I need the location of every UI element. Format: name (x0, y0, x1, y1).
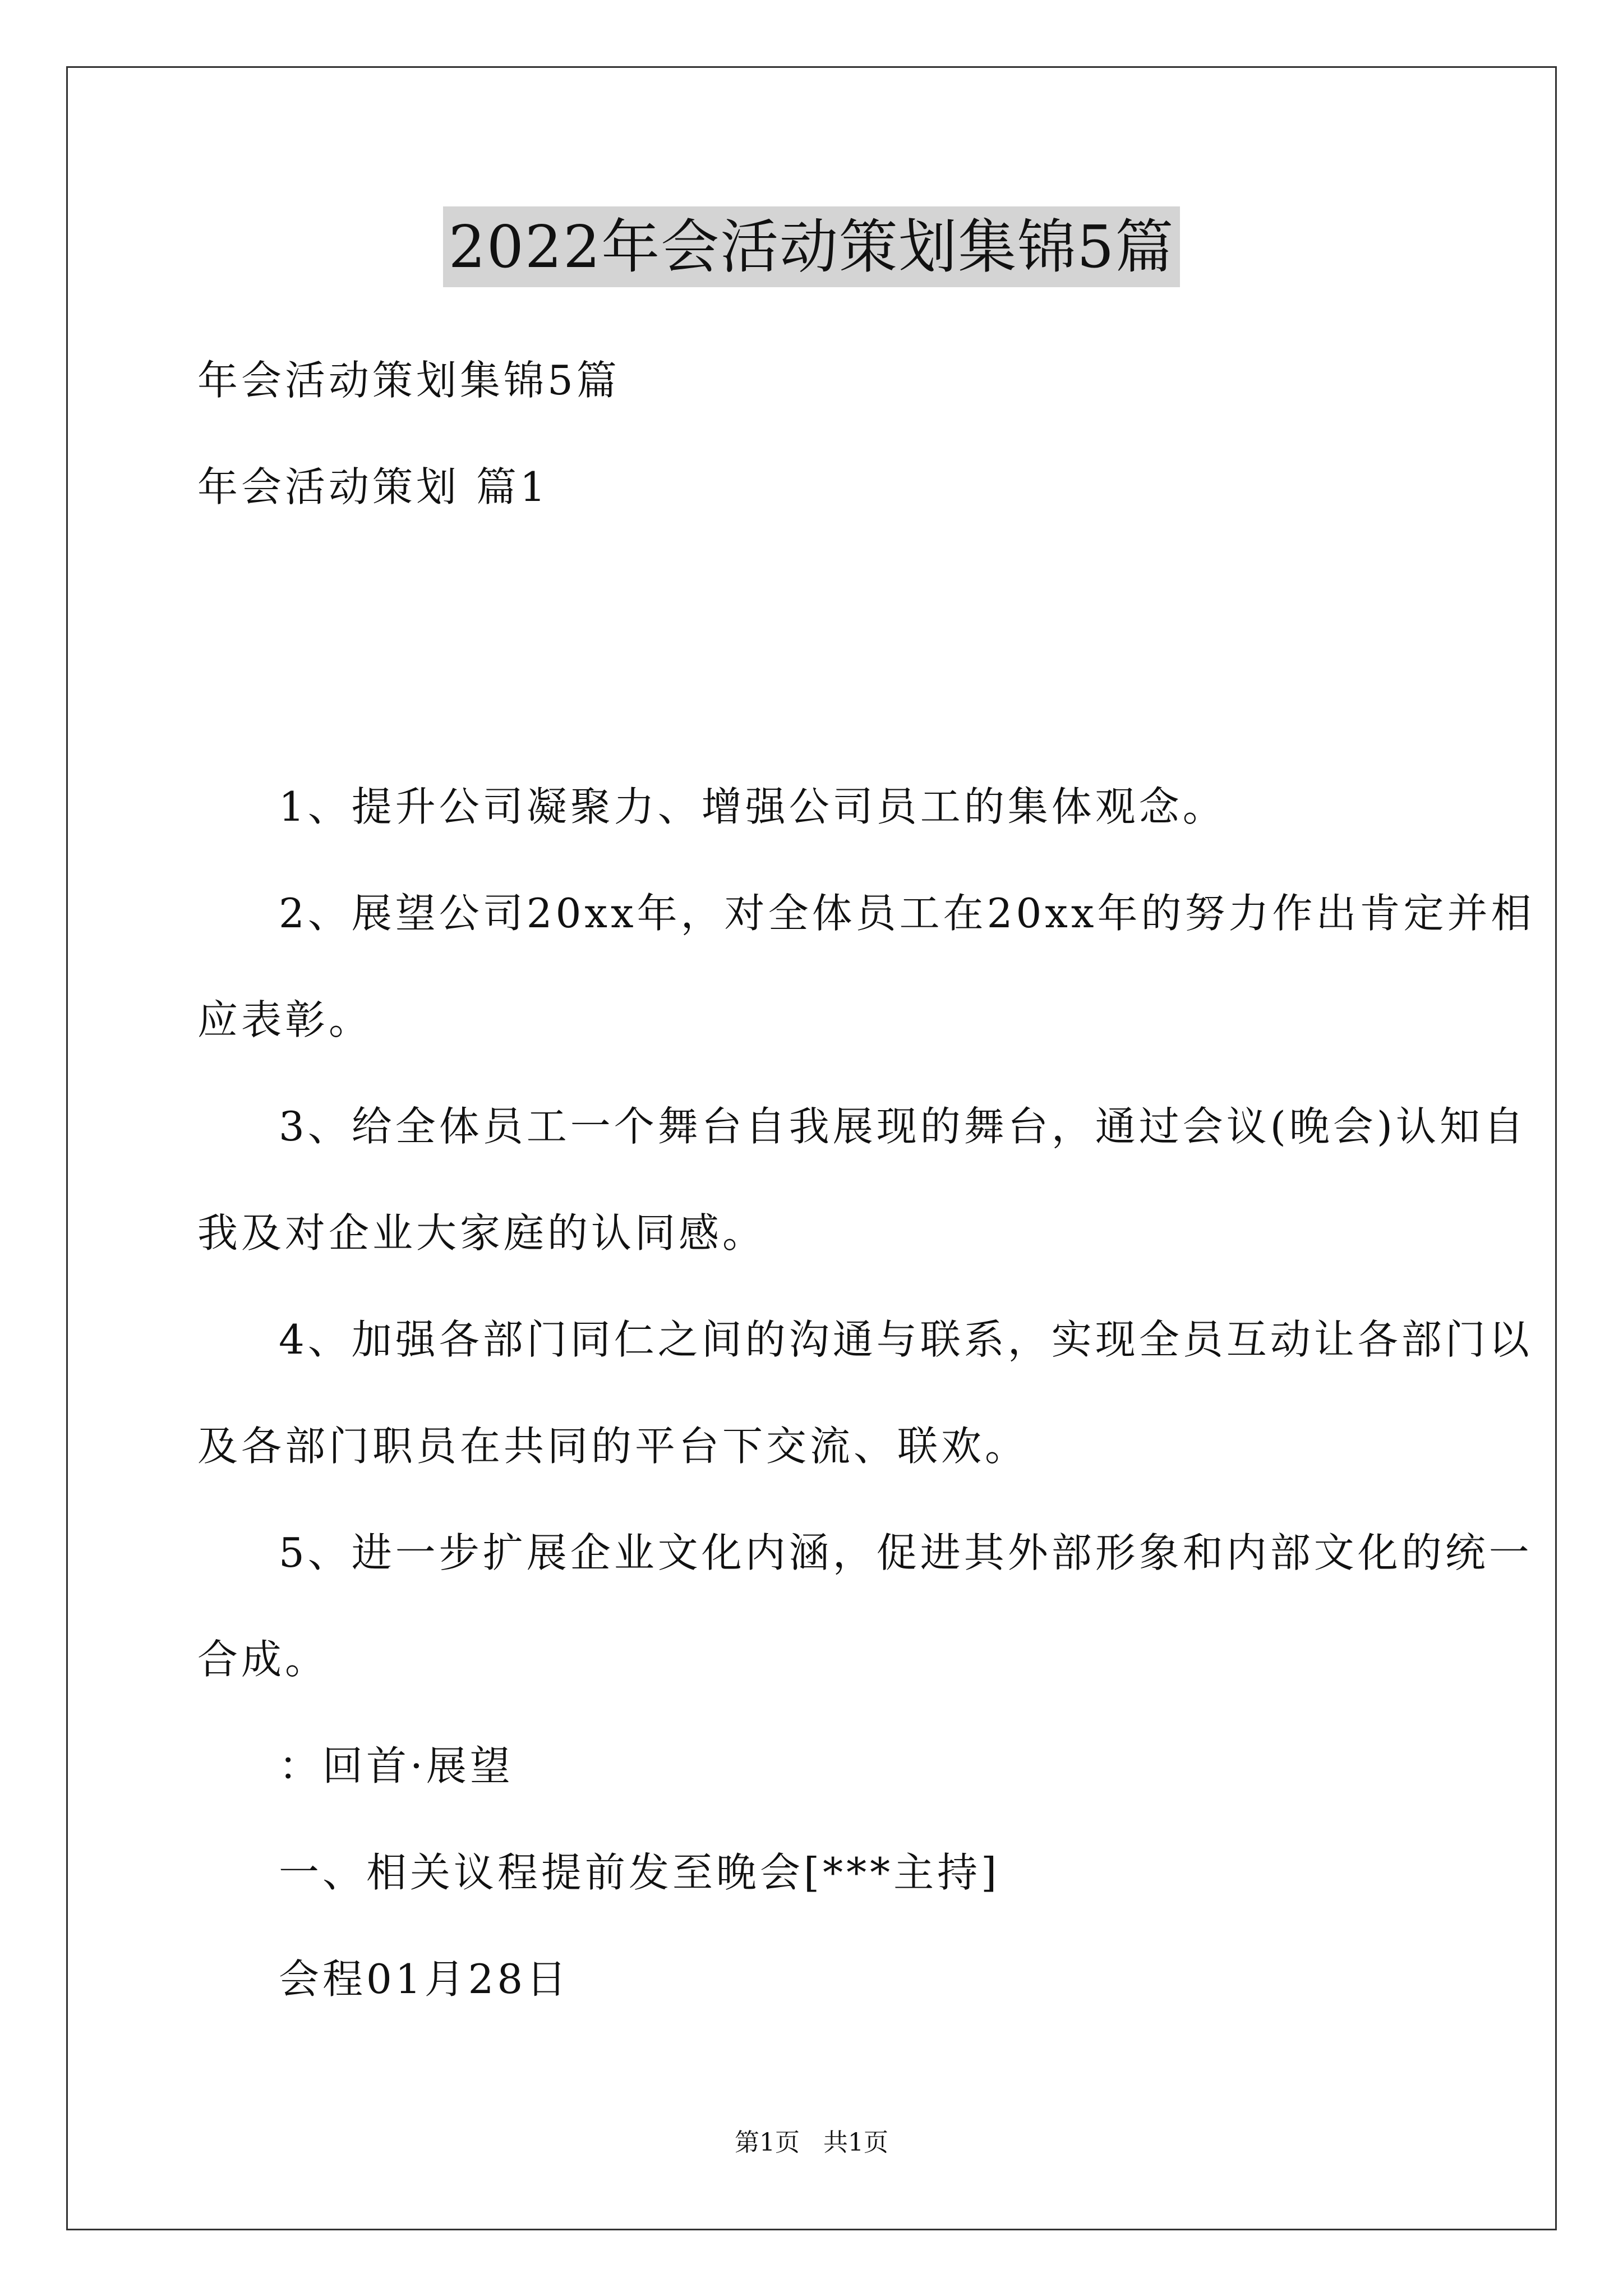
paragraph-line: 3、给全体员工一个舞台自我展现的舞台，通过会议(晚会)认知自 (279, 1103, 1527, 1150)
document-subtitle: 年会活动策划集锦5篇 (197, 357, 620, 404)
paragraph-line: 应表彰。 (197, 996, 373, 1043)
paragraph-line: 会程01月28日 (279, 1955, 570, 2003)
page-number-footer: 第1页 共1页 (735, 2128, 888, 2157)
section-heading: 年会活动策划 篇1 (197, 463, 549, 510)
title-container (0, 206, 1623, 287)
paragraph-line: 1、提升公司凝聚力、增强公司员工的集体观念。 (279, 783, 1227, 830)
paragraph-line: ：回首·展望 (279, 1742, 514, 1789)
paragraph-line: 及各部门职员在共同的平台下交流、联欢。 (197, 1423, 1029, 1470)
paragraph-line: 4、加强各部门同仁之间的沟通与联系，实现全员互动让各部门以 (279, 1316, 1533, 1363)
document-title: 2022年会活动策划集锦5篇 (443, 206, 1181, 287)
paragraph-line: 合成。 (197, 1636, 329, 1683)
paragraph-line: 5、进一步扩展企业文化内涵，促进其外部形象和内部文化的统一 (279, 1529, 1533, 1576)
paragraph-line: 一、相关议程提前发至晚会[***主持] (279, 1849, 1000, 1896)
paragraph-line: 我及对企业大家庭的认同感。 (197, 1209, 767, 1257)
paragraph-line: 2、展望公司20xx年，对全体员工在20xx年的努力作出肯定并相 (279, 890, 1535, 937)
